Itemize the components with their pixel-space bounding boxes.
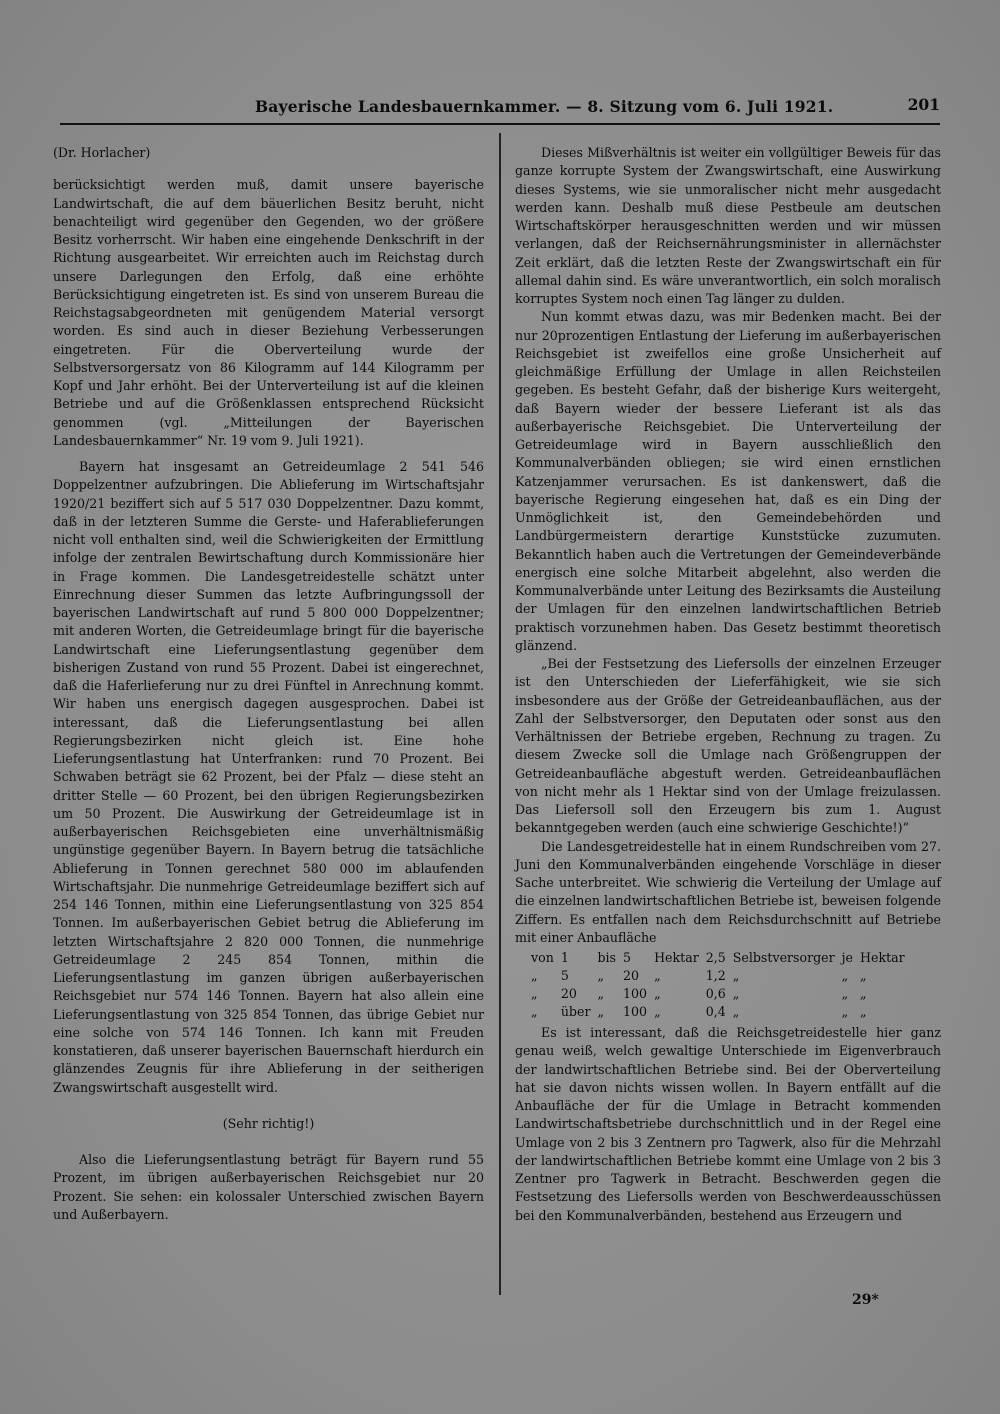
table-cell: 0,6 [705,986,726,1001]
table-cell: Hektar [860,950,905,965]
right-paragraph-5: Es ist interessant, daß die Reichsgetreidestelle hier ganz genau weiß, welch gewaltige Unterschiede im Eigenverbrauch der landwirtschaftlichen Betriebe sind. Bei der Oberverteilung hat sie davon nichts wissen wollen. In Bayern entfällt auf die Anbaufläche der für die Umlage in Betracht kommenden Landwirtschaftsbetriebe durchschnittlich und in der Regel eine Umlage von 2 bis 3 Zentnern pro Tagwerk, also für die Mehrzahl der landwirtschaftlichen Betriebe kommt eine Umlage von 2 bis 3 Zentner pro Tagwerk in Betracht. Beschwerden gegen die Festsetzung des Liefersolls werden von Beschwerdeausschüssen bei den Kommunalverbänden, bestehend aus Erzeugern und [515,1025,941,1223]
interjection: (Sehr richtig!) [222,1115,315,1131]
table-cell: „ [841,986,849,1001]
right-column [515,144,941,1225]
table-cell: „ [597,968,604,983]
left-paragraph-1: berücksichtigt werden muß, damit unsere bayerische Landwirtschaft, die auf dem bäuerlichen Besitz beruht, nicht benachteiligt wird gegenüber den Gegenden, wo der größere Besitz vorherrscht. Wir haben eine eingehende Denkschrift in der Richtung ausgearbeitet. Wir erreichten auch im Reichstag durch unsere Darlegungen den Erfolg, daß eine erhöhte Berücksichtigung eingetreten ist. Es sind von unserem Bureau die Reichstagsabgeordneten mit genügendem Material versorgt worden. Es sind auch in dieser Beziehung Verbesserungen eingetreten. Für die Oberverteilung wurde der Selbstversorgersatz von 86 Kilogramm auf 144 Kilogramm per Kopf und Jahr erhöht. Bei der Unterverteilung ist auf die kleinen Betriebe und auf die Größenklassen entsprechend Rücksicht genommen (vgl. „Mitteilungen der Bayerischen Landesbauernkammer“ Nr. 19 vom 9. Juli 1921). [53,177,484,448]
table-cell: „ [531,986,538,1001]
table-cell: 1 [560,950,569,965]
table-cell: „ [654,968,661,983]
table-cell: „ [860,968,867,983]
table-row [531,1003,912,1021]
table-cell: 100 [623,986,648,1001]
table-cell: „ [597,1004,604,1019]
table-row [531,967,912,985]
table-cell: bis [597,950,617,965]
table-cell: „ [597,986,604,1001]
table-cell: 100 [623,1004,648,1019]
right-paragraph-4: Die Landesgetreidestelle hat in einem Rundschreiben vom 27. Juni den Kommunalverbänden eingehende Vorschläge in dieser Sache unterbreitet. Wie schwierig die Verteilung der Umlage auf die einzelnen landwirtschaftlichen Betriebe ist, beweisen folgende Ziffern. Es entfallen nach dem Reichsdurchschnitt auf Betriebe mit einer Anbaufläche [515,838,941,945]
table-row [531,949,912,967]
table-cell: „ [732,1004,740,1019]
table-cell: „ [654,986,661,1001]
table-cell: 20 [560,986,577,1001]
table-cell: Hektar [654,950,699,965]
column-divider [499,133,501,1295]
sheet-signature: 29* [852,1292,879,1308]
table-cell: „ [841,1004,849,1019]
table-cell: 5 [560,968,569,983]
table-cell: 2,5 [705,950,726,965]
table-cell: je [841,950,854,965]
table-cell: „ [860,986,867,1001]
table-cell: „ [531,968,538,983]
right-paragraph-3: „Bei der Festsetzung des Liefersolls der einzelnen Erzeuger ist den Unterschieden der Lieferfähigkeit, wie sie sich insbesondere aus der Größe der Getreideanbauflächen, aus der Zahl der Selbstversorger, den Deputaten oder sonst aus den Verhältnissen der Betriebe ergeben, Rechnung zu tragen. Zu diesem Zwecke soll die Umlage nach Größengruppen der Getreideanbaufläche abgestuft werden. Getreideanbauflächen von nicht mehr als 1 Hektar sind von der Umlage freizulassen. Das Liefersoll soll den Erzeugern bis zum 1. August bekanntgegeben werden (auch eine schwierige Geschichte!)“ [515,656,941,836]
running-title: Bayerische Landesbauernkammer. — 8. Sitzung vom 6. Juli 1921. [255,97,834,116]
speaker-label: (Dr. Horlacher) [53,145,151,160]
table-cell: 5 [623,950,632,965]
table-cell: 0,4 [705,1004,726,1019]
right-paragraph-1: Dieses Mißverhältnis ist weiter ein vollgültiger Beweis für das ganze korrupte System der Zwangswirtschaft, eine Auswirkung dieses Systems, wie sie unmoralischer nicht mehr ausgedacht werden kann. Deshalb muß diese Pestbeule am deutschen Wirtschaftskörper herausgeschnitten werden und wir müssen verlangen, daß der Reichsernährungsminister in allernächster Zeit erklärt, daß die letzten Reste der Zwangswirtschaft ein für allemal dahin sind. Es wäre unverantwortlich, ein solch moralisch korruptes System noch einen Tag länger zu dulden. [515,145,941,306]
table-cell: „ [531,1004,538,1019]
left-column [53,144,484,1224]
table-cell: über [560,1004,591,1019]
table-cell: Selbstversorger [732,950,835,965]
table-cell: 1,2 [705,968,726,983]
table-cell: „ [654,1004,661,1019]
left-paragraph-2: Bayern hat insgesamt an Getreideumlage 2 541 546 Doppelzentner aufzubringen. Die Ablieferung im Wirtschaftsjahr 1920/21 beziffert sich auf 5 517 030 Doppelzentner. Dazu kommt, daß in der letzteren Summe die Gerste- und Haferablieferungen nicht voll enthalten sind, weil die Schwierigkeiten der Ermittlung infolge der zentralen Bewirtschaftung durch Kommissionäre hier in Frage kommen. Die Landesgetreidestelle schätzt unter Einrechnung dieser Summen das letzte Aufbringungssoll der bayerischen Landwirtschaft auf rund 5 800 000 Doppelzentner; mit anderen Worten, die Getreideumlage bringt für die bayerische Landwirtschaft eine Lieferungsentlastung gegenüber dem bisherigen Zustand von rund 55 Prozent. Dabei ist eingerechnet, daß die Haferlieferung nur zu drei Fünftel in Anrechnung kommt. Wir haben uns energisch dagegen ausgesprochen. Dabei ist interessant, daß die Lieferungsentlastung bei allen Regierungsbezirken nicht gleich ist. Eine hohe Lieferungsentlastung hat Unterfranken: rund 70 Prozent. Bei Schwaben beträgt sie 62 Prozent, bei der Pfalz — diese steht an dritter Stelle — 60 Prozent, bei den übrigen Regierungsbezirken um 50 Prozent. Die Auswirkung der Getreideumlage ist in außerbayerischen Reichsgebieten eine unverhältnismäßig ungünstige gegenüber Bayern. In Bayern betrug die tatsächliche Ablieferung in Tonnen gerechnet 580 000 im ablaufenden Wirtschaftsjahr. Die nunmehrige Getreideumlage beziffert sich auf 254 146 Tonnen, mithin eine Lieferungsentlastung von 325 854 Tonnen. Im außerbayerischen Gebiet betrug die Ablieferung im letzten Wirtschaftsjahre 2 820 000 Tonnen, die nunmehrige Getreideumlage 2 245 854 Tonnen, mithin die Lieferungsentlastung im ganzen übrigen außerbayerischen Reichsgebiet nur 574 146 Tonnen. Bayern hat also allein eine Lieferungsentlastung von 325 854 Tonnen, das übrige Gebiet nur eine solche von 574 146 Tonnen. Ich kann mit Freuden konstatieren, daß unserer bayerischen Bauernschaft hierdurch ein glänzendes Zeugnis für ihre Ablieferung in der seitherigen Zwangswirtschaft ausgestellt wird. [53,459,484,1095]
table-cell: von [531,950,554,965]
page-number: 201 [907,95,940,114]
page-header [60,95,940,125]
right-paragraph-2: Nun kommt etwas dazu, was mir Bedenken macht. Bei der nur 20prozentigen Entlastung der Lieferung im außerbayerischen Reichsgebiet ist zweifellos eine große Unsicherheit auf gleichmäßige Erfüllung der Umlage in allen Reichsteilen gegeben. Es besteht Gefahr, daß der bisherige Kurs weitergeht, daß Bayern wieder der bessere Lieferant ist als das außerbayerische Reichsgebiet. Die Unterverteilung der Getreideumlage wird in Bayern ausschließlich den Kommunalverbänden obliegen; sie wird einen ernstlichen Katzenjammer verursachen. Es ist dankenswert, daß die bayerische Regierung eingesehen hat, daß es ein Ding der Unmöglichkeit ist, den Gemeindebehörden und Landbürgermeistern derartige Kunststücke zuzumuten. Bekanntlich haben auch die Vertretungen der Gemeindeverbände energisch eine solche Mitarbeit abgelehnt, also werden die Kommunalverbände unter Leitung des Bezirksamts die Austeilung der Umlagen für den einzelnen landwirtschaftlichen Betrieb praktisch vorzunehmen haben. Das Gesetz bestimmt theoretisch glänzend. [515,309,941,653]
left-paragraph-3: Also die Lieferungsentlastung beträgt für Bayern rund 55 Prozent, im übrigen außerbayerischen Reichsgebiet nur 20 Prozent. Sie sehen: ein kolossaler Unterschied zwischen Bayern und Außerbayern. [53,1152,484,1222]
table-cell: „ [732,986,740,1001]
table-cell: „ [732,968,740,983]
header-rule [60,123,940,125]
selfsupplier-table [531,949,912,1021]
table-cell: „ [860,1004,867,1019]
table-row [531,985,912,1003]
table-cell: 20 [623,968,640,983]
table-cell: „ [841,968,849,983]
